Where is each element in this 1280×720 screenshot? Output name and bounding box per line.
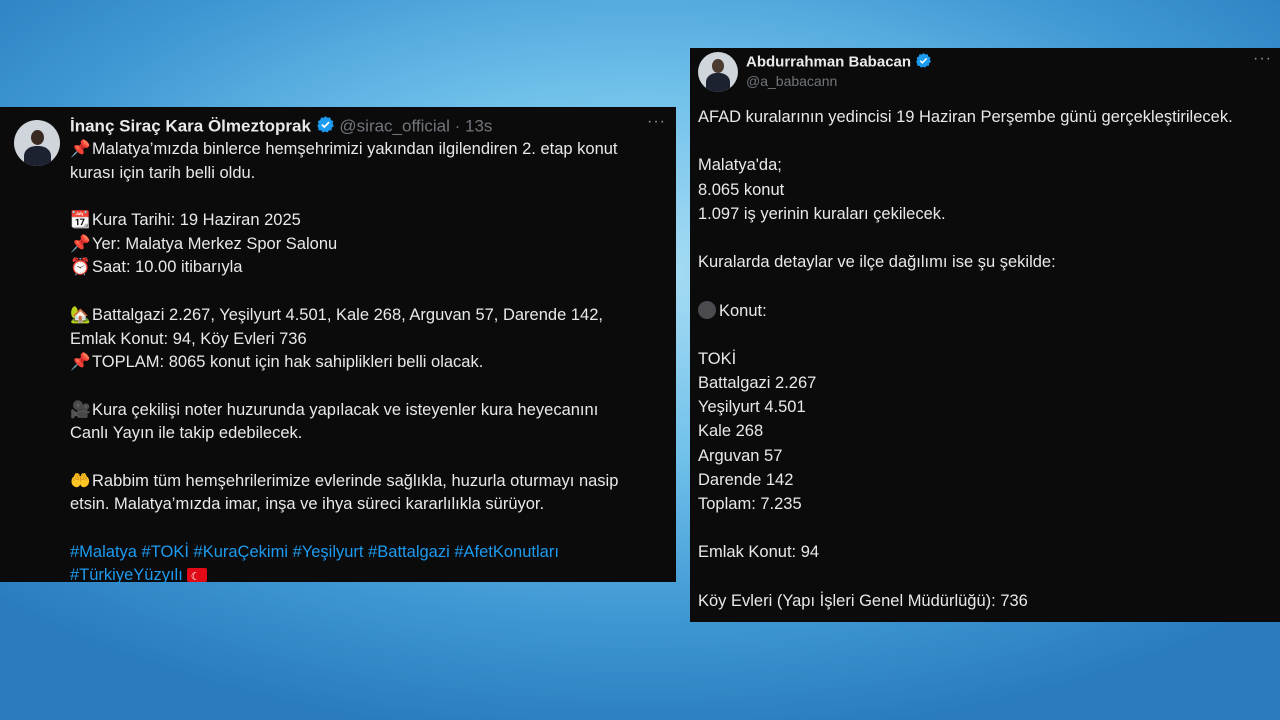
tweet-line-text: Kuralarda detaylar ve ilçe dağılımı ise şu şekilde:	[698, 253, 1056, 272]
emoji-icon: 📌	[70, 234, 91, 253]
emoji-icon: ⏰	[70, 258, 91, 277]
tweet-line-text: Konut:	[719, 301, 767, 320]
tweet-line-text: TOPLAM: 8065 konut için hak sahiplikleri belli olacak.	[92, 353, 484, 372]
hashtag-link[interactable]: #Yeşilyurt	[292, 542, 364, 561]
tweet-line-text: 8.065 konut	[698, 180, 785, 199]
tweet-line	[70, 256, 670, 280]
tweet-line-text: 1.097 iş yerinin kuraları çekilecek.	[698, 204, 946, 223]
blank-line	[70, 280, 670, 304]
blank-line	[698, 129, 1273, 153]
tweet-line	[698, 178, 1273, 202]
tweet-line	[698, 299, 1273, 323]
tweet-line	[698, 419, 1273, 443]
author-name[interactable]: İnanç Siraç Kara Ölmeztoprak	[70, 116, 311, 136]
turkey-flag-icon	[187, 568, 207, 582]
hashtag-link[interactable]: #AfetKonutları	[454, 542, 559, 561]
more-options-icon[interactable]: ···	[647, 113, 666, 130]
hashtag-link[interactable]: #TOKİ	[141, 542, 189, 561]
emoji-icon: 🏡	[70, 305, 91, 324]
tweet-line	[70, 304, 670, 328]
avatar[interactable]	[14, 120, 60, 166]
tweet-line	[70, 422, 670, 446]
tweet-line	[698, 444, 1273, 468]
tweet-body	[698, 105, 1273, 613]
tweet-line-text: Malatya’mızda binlerce hemşehrimizi yakından ilgilendiren 2. etap konut	[92, 140, 618, 158]
tweet-line-text: Köy Evleri (Yapı İşleri Genel Müdürlüğü): 736	[698, 591, 1028, 610]
emoji-icon: 📌	[70, 140, 91, 158]
tweet-line-text: Emlak Konut: 94, Köy Evleri 736	[70, 329, 307, 348]
hashtag-link[interactable]: #KuraÇekimi	[193, 542, 288, 561]
verified-badge-icon	[316, 115, 335, 139]
tweet-line-text: Kale 268	[698, 422, 764, 441]
tweet-line-text: Yer: Malatya Merkez Spor Salonu	[92, 234, 338, 253]
hashtag-line	[70, 564, 670, 588]
tweet-line	[698, 250, 1273, 274]
tweet-line-text: kurası için tarih belli oldu.	[70, 163, 256, 182]
emoji-icon: 📌	[70, 353, 91, 372]
hashtag-link[interactable]: #Malatya	[70, 542, 137, 561]
tweet-body	[70, 138, 670, 588]
tweet-line	[70, 351, 670, 375]
tweet-line	[698, 347, 1273, 371]
tweet-line-text: Battalgazi 2.267	[698, 374, 817, 393]
tweet-line	[70, 233, 670, 257]
tweet-line-text: Emlak Konut: 94	[698, 543, 820, 562]
blank-line	[70, 375, 670, 399]
tweet-line	[698, 492, 1273, 516]
blank-line	[698, 565, 1273, 589]
tweet-line-text: Darende 142	[698, 470, 794, 489]
tweet-line-text: Arguvan 57	[698, 446, 783, 465]
emoji-icon: 🎥	[70, 400, 91, 419]
author-handle[interactable]: @sirac_official	[339, 116, 450, 136]
blank-line	[698, 516, 1273, 540]
hashtag-link[interactable]: #TürkiyeYüzyılı	[70, 566, 183, 585]
tweet-line-text: Canlı Yayın ile takip edebilecek.	[70, 424, 303, 443]
tweet-header	[70, 115, 492, 139]
tweet-line	[70, 328, 670, 352]
tweet-card-right	[690, 48, 1280, 622]
tweet-line	[70, 493, 670, 517]
tweet-line-text: Battalgazi 2.267, Yeşilyurt 4.501, Kale 268, Arguvan 57, Darende 142,	[92, 305, 603, 324]
more-options-icon[interactable]: ···	[1253, 50, 1272, 67]
black-circle-icon	[698, 301, 716, 319]
tweet-line	[698, 589, 1273, 613]
blank-line	[70, 517, 670, 541]
tweet-line-text: Kura Tarihi: 19 Haziran 2025	[92, 211, 301, 230]
tweet-line-text: Toplam: 7.235	[698, 495, 802, 513]
author-handle[interactable]: @a_babacann	[746, 73, 838, 89]
tweet-line	[698, 395, 1273, 419]
tweet-line-text: AFAD kuralarının yedincisi 19 Haziran Perşembe günü gerçekleştirilecek.	[698, 108, 1233, 126]
blank-line	[698, 274, 1273, 298]
hashtag-link[interactable]: #Battalgazi	[368, 542, 450, 561]
verified-badge-icon	[915, 52, 932, 73]
blank-line	[698, 323, 1273, 347]
tweet-line	[70, 470, 670, 494]
tweet-time[interactable]: · 13s	[454, 116, 493, 136]
blank-line	[698, 226, 1273, 250]
tweet-line-text: Yeşilyurt 4.501	[698, 398, 806, 417]
tweet-line-text: Kura çekilişi noter huzurunda yapılacak ve isteyenler kura heyecanını	[92, 400, 599, 419]
emoji-icon: 📆	[70, 211, 91, 230]
avatar[interactable]	[698, 52, 738, 92]
blank-line	[70, 185, 670, 209]
tweet-line-text: Saat: 10.00 itibarıyla	[92, 258, 243, 277]
tweet-line	[70, 399, 670, 423]
tweet-line	[70, 162, 670, 186]
tweet-header-name	[746, 52, 932, 73]
tweet-line	[698, 371, 1273, 395]
tweet-line	[698, 202, 1273, 226]
tweet-line	[698, 105, 1273, 129]
blank-line	[70, 446, 670, 470]
tweet-line	[698, 468, 1273, 492]
tweet-line-text: Malatya'da;	[698, 156, 782, 175]
tweet-line	[70, 209, 670, 233]
tweet-line-text: Rabbim tüm hemşehrilerimize evlerinde sağlıkla, huzurla oturmayı nasip	[92, 471, 619, 490]
tweet-card-left	[0, 107, 676, 585]
hashtag-line	[70, 541, 670, 565]
emoji-icon: 🤲	[70, 471, 91, 490]
tweet-line-text: etsin. Malatya’mızda imar, inşa ve ihya süreci kararlılıkla sürüyor.	[70, 495, 545, 514]
author-name[interactable]: Abdurrahman Babacan	[746, 53, 912, 71]
tweet-line	[698, 540, 1273, 564]
tweet-line-text: TOKİ	[698, 349, 737, 368]
tweet-line	[70, 138, 670, 162]
tweet-line	[698, 153, 1273, 177]
